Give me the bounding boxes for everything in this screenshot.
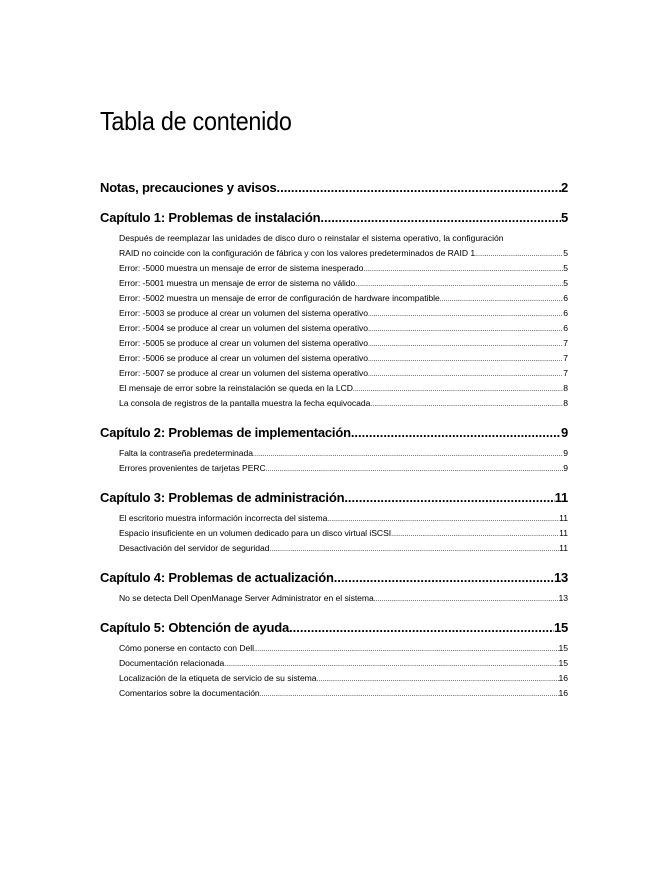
- toc-entry-label: Localización de la etiqueta de servicio de su sistema: [119, 673, 317, 683]
- toc-entry-chapter-4[interactable]: [100, 570, 568, 586]
- toc-subentry-label-line1[interactable]: Después de reemplazar las unidades de disco duro o reinstalar el sistema operativo, la configuración: [119, 233, 504, 243]
- toc-entry-label: Error: -5006 se produce al crear un volumen del sistema operativo: [119, 353, 368, 363]
- toc-entry-label: Error: -5000 muestra un mensaje de error de sistema inesperado: [119, 263, 364, 273]
- toc-entry-page: 7: [563, 368, 568, 378]
- dot-leader: [351, 425, 561, 441]
- toc-subentry[interactable]: [119, 306, 568, 321]
- toc-entry-notas[interactable]: [100, 180, 568, 196]
- toc-entry-label: El escritorio muestra información incorrecta del sistema: [119, 513, 328, 523]
- dot-leader: [269, 541, 559, 556]
- dot-leader: [266, 461, 564, 476]
- toc-entry-page: 11: [554, 490, 568, 505]
- toc-entry-page: 15: [553, 620, 568, 635]
- toc-entry-label: Errores provenientes de tarjetas PERC: [119, 463, 266, 473]
- dot-leader: [368, 366, 563, 381]
- toc-entry-page: 15: [558, 658, 568, 668]
- toc-list: [100, 180, 568, 701]
- toc-entry-page: 6: [563, 293, 568, 303]
- toc-subentry[interactable]: [119, 381, 568, 396]
- dot-leader: [355, 276, 563, 291]
- toc-entry-page: 6: [563, 308, 568, 318]
- toc-entry-page: 9: [563, 448, 568, 458]
- dot-leader: [363, 261, 563, 276]
- toc-entry-label: Capítulo 4: Problemas de actualización: [100, 570, 334, 585]
- toc-entry-label: Falta la contraseña predeterminada: [119, 448, 253, 458]
- dot-leader: [334, 570, 554, 586]
- toc-subentry[interactable]: [119, 671, 568, 686]
- dot-leader: [440, 291, 564, 306]
- toc-entry-label: Error: -5007 se produce al crear un volumen del sistema operativo: [119, 368, 368, 378]
- toc-entry-page: 7: [563, 338, 568, 348]
- toc-entry-page: 13: [553, 570, 568, 585]
- toc-entry-label: Error: -5003 se produce al crear un volumen del sistema operativo: [119, 308, 368, 318]
- toc-entry-chapter-5[interactable]: [100, 620, 568, 636]
- dot-leader: [391, 526, 559, 541]
- toc-entry-page: 13: [558, 593, 568, 603]
- dot-leader: [353, 381, 563, 396]
- toc-entry-label: No se detecta Dell OpenManage Server Administrator en el sistema: [119, 593, 374, 603]
- toc-entry-page: 16: [558, 688, 568, 698]
- dot-leader: [370, 396, 563, 411]
- dot-leader: [368, 321, 563, 336]
- toc-entry-page: 5: [563, 263, 568, 273]
- dot-leader: [344, 490, 554, 506]
- toc-entry-page: 11: [559, 513, 568, 523]
- dot-leader: [289, 620, 554, 636]
- dot-leader: [254, 641, 559, 656]
- toc-entry-chapter-2[interactable]: [100, 425, 568, 441]
- toc-subentry[interactable]: [119, 291, 568, 306]
- toc-subentry[interactable]: [119, 276, 568, 291]
- toc-subentry[interactable]: [119, 321, 568, 336]
- toc-entry-label: Error: -5005 se produce al crear un volumen del sistema operativo: [119, 338, 368, 348]
- page-title: Tabla de contenido: [100, 106, 292, 136]
- dot-leader: [368, 351, 563, 366]
- dot-leader: [224, 656, 558, 671]
- toc-entry-label: Capítulo 5: Obtención de ayuda: [100, 620, 290, 635]
- toc-entry-label: Error: -5002 muestra un mensaje de error de configuración de hardware incompatible: [119, 293, 440, 303]
- toc-subentry[interactable]: [119, 446, 568, 461]
- dot-leader: [368, 336, 563, 351]
- dot-leader: [320, 210, 561, 226]
- toc-subentry[interactable]: [119, 261, 568, 276]
- toc-entry-label: Notas, precauciones y avisos: [100, 180, 277, 195]
- toc-entry-label: Error: -5001 muestra un mensaje de error de sistema no válido: [119, 278, 356, 288]
- toc-subentry[interactable]: [119, 461, 568, 476]
- toc-subentry[interactable]: [119, 511, 568, 526]
- toc-entry-page: 11: [559, 543, 568, 553]
- toc-entry-page: 5: [563, 278, 568, 288]
- toc-entry-page: 5: [563, 248, 568, 258]
- toc-subentry[interactable]: [119, 591, 568, 606]
- dot-leader: [475, 246, 563, 261]
- toc-entry-label: RAID no coincide con la configuración de fábrica y con los valores predeterminados de RAID 1: [119, 248, 476, 258]
- toc-entry-label: Comentarios sobre la documentación: [119, 688, 260, 698]
- toc-entry-page: 8: [563, 383, 568, 393]
- toc-subentry[interactable]: [119, 246, 568, 261]
- toc-entry-page: 9: [563, 463, 568, 473]
- toc-entry-page: 8: [563, 398, 568, 408]
- toc-entry-label: El mensaje de error sobre la reinstalación se queda en la LCD: [119, 383, 353, 393]
- toc-entry-label: Espacio insuficiente en un volumen dedicado para un disco virtual iSCSI: [119, 528, 392, 538]
- toc-entry-label: Capítulo 3: Problemas de administración: [100, 490, 345, 505]
- toc-entry-label: Capítulo 2: Problemas de implementación: [100, 425, 351, 440]
- toc-entry-page: 7: [563, 353, 568, 363]
- toc-subentry[interactable]: [119, 541, 568, 556]
- dot-leader: [260, 686, 559, 701]
- dot-leader: [317, 671, 559, 686]
- toc-subentry[interactable]: [119, 351, 568, 366]
- toc-entry-label: Desactivación del servidor de seguridad: [119, 543, 270, 553]
- toc-entry-label: La consola de registros de la pantalla muestra la fecha equivocada: [119, 398, 371, 408]
- toc-entry-page: 5: [560, 210, 568, 225]
- dot-leader: [253, 446, 563, 461]
- toc-subentry[interactable]: [119, 656, 568, 671]
- dot-leader: [276, 180, 560, 196]
- toc-subentry[interactable]: [119, 396, 568, 411]
- toc-subentry[interactable]: [119, 526, 568, 541]
- toc-entry-label: Documentación relacionada: [119, 658, 225, 668]
- toc-subentry[interactable]: [119, 336, 568, 351]
- toc-entry-label: Error: -5004 se produce al crear un volumen del sistema operativo: [119, 323, 368, 333]
- toc-subentry[interactable]: [119, 366, 568, 381]
- dot-leader: [374, 591, 559, 606]
- toc-entry-page: 9: [560, 425, 568, 440]
- toc-subentry[interactable]: [119, 641, 568, 656]
- toc-entry-chapter-3[interactable]: [100, 490, 568, 506]
- toc-entry-page: 2: [560, 180, 568, 195]
- toc-entry-chapter-1[interactable]: [100, 210, 568, 226]
- dot-leader: [368, 306, 563, 321]
- toc-entry-label: Capítulo 1: Problemas de instalación: [100, 210, 321, 225]
- dot-leader: [327, 511, 559, 526]
- toc-entry-page: 11: [559, 528, 568, 538]
- toc-entry-label: Cómo ponerse en contacto con Dell: [119, 643, 254, 653]
- toc-subentry[interactable]: [119, 686, 568, 701]
- toc-entry-page: 16: [558, 673, 568, 683]
- toc-entry-page: 6: [563, 323, 568, 333]
- toc-entry-page: 15: [558, 643, 568, 653]
